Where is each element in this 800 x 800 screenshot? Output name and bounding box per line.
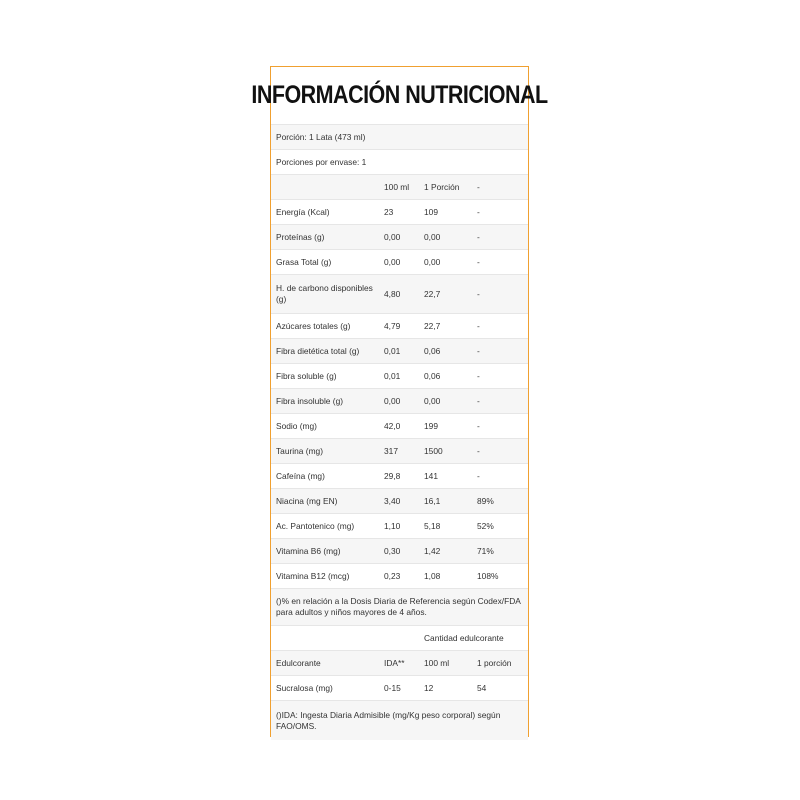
value-100ml: 0,00 — [379, 250, 419, 275]
value-portion: 1500 — [419, 439, 472, 464]
table-row — [271, 514, 528, 539]
nutrient-name: Fibra soluble (g) — [271, 364, 379, 389]
value-100ml: 0,01 — [379, 364, 419, 389]
nutrient-name: H. de carbono disponibles (g) — [271, 275, 379, 314]
value-portion: 0,00 — [419, 389, 472, 414]
footnote-dosis: ()% en relación a la Dosis Diaria de Referencia según Codex/FDA para adultos y niños mayores de 4 años. — [271, 589, 528, 626]
table-row — [271, 564, 528, 589]
value-100ml: 0,01 — [379, 339, 419, 364]
value-portion: 22,7 — [419, 314, 472, 339]
value-100ml: 0,00 — [379, 225, 419, 250]
servings-per-container-row — [271, 150, 528, 175]
nutrient-name: Niacina (mg EN) — [271, 489, 379, 514]
nutrient-name: Proteínas (g) — [271, 225, 379, 250]
value-100ml: 29,8 — [379, 464, 419, 489]
sweetener-cell: Sucralosa (mg) — [271, 676, 379, 701]
table-row — [271, 250, 528, 275]
table-row — [271, 275, 528, 314]
sweetener-cell: 12 — [419, 676, 472, 701]
nutrient-name: Taurina (mg) — [271, 439, 379, 464]
nutrition-facts-panel — [251, 66, 548, 737]
nutrient-name: Cafeína (mg) — [271, 464, 379, 489]
header-cell — [271, 175, 379, 200]
value-portion: 109 — [419, 200, 472, 225]
nutrient-name: Energía (Kcal) — [271, 200, 379, 225]
serving-size-row — [271, 125, 528, 150]
sweetener-header-cell: Edulcorante — [271, 651, 379, 676]
serving-size: Porción: 1 Lata (473 ml) — [271, 125, 528, 150]
table-row — [271, 364, 528, 389]
value-portion: 0,06 — [419, 339, 472, 364]
value-percent: 52% — [472, 514, 528, 539]
nutrient-name: Sodio (mg) — [271, 414, 379, 439]
value-percent: - — [472, 200, 528, 225]
value-portion: 0,06 — [419, 364, 472, 389]
sweetener-cell: 0-15 — [379, 676, 419, 701]
value-percent: - — [472, 364, 528, 389]
page-title: INFORMACIÓN NUTRICIONAL — [251, 81, 548, 109]
table-row — [271, 339, 528, 364]
footnote-row — [271, 589, 528, 626]
value-percent: - — [472, 414, 528, 439]
value-100ml: 0,30 — [379, 539, 419, 564]
value-100ml: 42,0 — [379, 414, 419, 439]
nutrient-name: Ac. Pantotenico (mg) — [271, 514, 379, 539]
sweetener-row — [271, 676, 528, 701]
value-100ml: 0,23 — [379, 564, 419, 589]
nutrient-name: Azúcares totales (g) — [271, 314, 379, 339]
footnote-row — [271, 701, 528, 741]
value-percent: - — [472, 439, 528, 464]
value-100ml: 4,80 — [379, 275, 419, 314]
value-percent: 71% — [472, 539, 528, 564]
nutrient-name: Vitamina B12 (mcg) — [271, 564, 379, 589]
table-row — [271, 314, 528, 339]
value-portion: 22,7 — [419, 275, 472, 314]
value-100ml: 3,40 — [379, 489, 419, 514]
sweetener-header-cell: IDA** — [379, 651, 419, 676]
value-percent: - — [472, 389, 528, 414]
table-row — [271, 389, 528, 414]
value-portion: 5,18 — [419, 514, 472, 539]
sweetener-caption-row — [271, 626, 528, 651]
table-row — [271, 439, 528, 464]
nutrient-name: Vitamina B6 (mg) — [271, 539, 379, 564]
value-portion: 1,42 — [419, 539, 472, 564]
table-row — [271, 489, 528, 514]
value-portion: 199 — [419, 414, 472, 439]
value-portion: 1,08 — [419, 564, 472, 589]
value-100ml: 0,00 — [379, 389, 419, 414]
header-cell: - — [472, 175, 528, 200]
sweetener-header-row — [271, 651, 528, 676]
table-row — [271, 464, 528, 489]
value-percent: - — [472, 275, 528, 314]
nutrient-name: Fibra dietética total (g) — [271, 339, 379, 364]
value-portion: 16,1 — [419, 489, 472, 514]
value-portion: 0,00 — [419, 225, 472, 250]
nutrient-name: Grasa Total (g) — [271, 250, 379, 275]
value-portion: 141 — [419, 464, 472, 489]
table-row — [271, 200, 528, 225]
nutrition-table — [271, 124, 528, 740]
header-cell: 1 Porción — [419, 175, 472, 200]
value-percent: 108% — [472, 564, 528, 589]
value-100ml: 1,10 — [379, 514, 419, 539]
value-portion: 0,00 — [419, 250, 472, 275]
footnote-ida: ()IDA: Ingesta Diaria Admisible (mg/Kg peso corporal) según FAO/OMS. — [271, 701, 528, 741]
value-percent: - — [472, 250, 528, 275]
value-percent: - — [472, 225, 528, 250]
value-100ml: 317 — [379, 439, 419, 464]
sweetener-cell: 54 — [472, 676, 528, 701]
sweetener-caption: Cantidad edulcorante — [419, 626, 528, 651]
servings-per-container: Porciones por envase: 1 — [271, 150, 528, 175]
value-percent: 89% — [472, 489, 528, 514]
value-percent: - — [472, 339, 528, 364]
value-percent: - — [472, 314, 528, 339]
value-percent: - — [472, 464, 528, 489]
header-cell: 100 ml — [379, 175, 419, 200]
table-header-row — [271, 175, 528, 200]
sweetener-header-cell: 100 ml — [419, 651, 472, 676]
table-row — [271, 539, 528, 564]
empty-cell — [271, 626, 419, 651]
value-100ml: 23 — [379, 200, 419, 225]
table-row — [271, 414, 528, 439]
sweetener-header-cell: 1 porción — [472, 651, 528, 676]
value-100ml: 4,79 — [379, 314, 419, 339]
nutrient-name: Fibra insoluble (g) — [271, 389, 379, 414]
table-row — [271, 225, 528, 250]
